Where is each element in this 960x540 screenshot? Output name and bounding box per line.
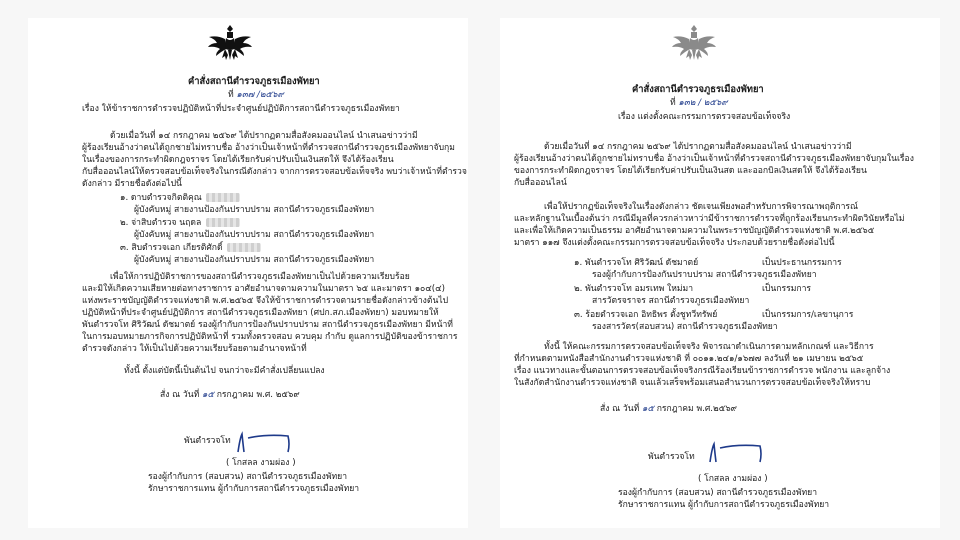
doc-subject: เรื่อง แต่งตั้งคณะกรรมการตรวจสอบข้อเท็จจริง	[618, 112, 791, 122]
list-item	[120, 193, 242, 204]
order-number-value: ๑๓๒ / ๒๕๖๙	[678, 98, 728, 108]
officer-name: ๓. สิบตำรวจเอก เกียรติศักดิ์	[120, 243, 223, 253]
body-line: ตำรวจดังกล่าว ให้เป็นไปด้วยความเรียบร้อยตามอำนาจหน้าที่	[82, 344, 307, 354]
committee-duty: เป็นประธานกรรมการ	[762, 258, 842, 268]
committee-member: ๒. พันตำรวจโท อมรเทพ ใหม่มา	[574, 284, 694, 294]
signer-name: ( โกสลล งามผ่อง )	[226, 458, 296, 468]
body-line: มาตรา ๑๑๗ จึงแต่งตั้งคณะกรรมการตรวจสอบข้อเท็จจริง ประกอบด้วยรายชื่อดังต่อไปนี้	[514, 238, 835, 248]
committee-position: รองสารวัตร(สอบสวน) สถานีตำรวจภูธรเมืองพัทยา	[592, 322, 778, 332]
body-line: ในการมอบหมายภารกิจการปฏิบัติหน้าที่ รวมทั้งตรวจสอบ ควบคุม กำกับ ดูแลการปฏิบัติของข้าราชการ	[82, 332, 458, 342]
body-line: ที่กำหนดตามหนังสือสำนักงานตำรวจแห่งชาติ ที่ ๐๐๑๑.๒๔๑/๑๖๗๗ ลงวันที่ ๒๑ เมษายน ๒๕๖๕	[514, 354, 864, 364]
body-line: ผู้ร้องเรียนอ้างว่าตนได้ถูกชายไม่ทราบชื่อ อ้างว่าเป็นเจ้าหน้าที่ตำรวจสถานีตำรวจภูธรเมืองพัทยาจับกุมในเรื่อง	[514, 154, 914, 164]
body-line: ดังกล่าว มีรายชื่อดังต่อไปนี้	[82, 179, 182, 189]
redacted-name	[227, 243, 261, 252]
signature-mark	[706, 438, 768, 468]
body-line: เรื่อง แนวทางและขั้นตอนการตรวจสอบข้อเท็จจริงกรณีร้องเรียนข้าราชการตำรวจ พนักงาน และลูกจ้าง	[514, 366, 891, 376]
order-date-label: สั่ง ณ วันที่	[160, 390, 200, 400]
body-line: ด้วยเมื่อวันที่ ๑๔ กรกฎาคม ๒๕๖๙ ได้ปรากฏตามสื่อสังคมออนไลน์ นำเสนอข่าวว่ามี	[544, 142, 852, 152]
order-date-label: สั่ง ณ วันที่	[600, 404, 640, 414]
committee-duty: เป็นกรรมการ/เลขานุการ	[762, 310, 854, 320]
signer-acting-position: รักษาราชการแทน ผู้กำกับการสถานีตำรวจภูธรเมืองพัทยา	[148, 484, 360, 494]
body-line: ด้วยเมื่อวันที่ ๑๔ กรกฎาคม ๒๕๖๙ ได้ปรากฏตามสื่อสังคมออนไลน์ นำเสนอข่าวว่ามี	[110, 131, 418, 141]
order-date	[160, 390, 300, 401]
order-month-year: กรกฎาคม พ.ศ.๒๕๖๙	[656, 404, 737, 414]
order-day: ๑๕	[201, 390, 214, 400]
body-line: ผู้ร้องเรียนอ้างว่าตนได้ถูกชายไม่ทราบชื่อ อ้างว่าเป็นเจ้าหน้าที่ตำรวจสถานีตำรวจภูธรเมืองพัทยาจับกุม	[82, 143, 455, 153]
doc-title: คำสั่งสถานีตำรวจภูธรเมืองพัทยา	[632, 84, 764, 95]
officer-role: ผู้บังคับหมู่ สายงานป้องกันปราบปราม สถานีตำรวจภูธรเมืองพัทยา	[134, 205, 375, 215]
order-date	[600, 404, 737, 415]
order-document-right	[500, 18, 940, 528]
order-number-value: ๑๓๗ /๒๕๖๙	[236, 90, 284, 100]
body-line: และหลักฐานในเบื้องต้นว่า กรณีมีมูลที่ควรกล่าวหาว่ามีข้าราชการตำรวจที่ถูกร้องเรียนกระทำผิดวินัยหรือไม่	[514, 214, 905, 224]
committee-member: ๓. ร้อยตำรวจเอก อิทธิพร ตั้งชูทวีทรัพย์	[574, 310, 718, 320]
signer-position: รองผู้กำกับการ (สอบสวน) สถานีตำรวจภูธรเมืองพัทยา	[618, 488, 818, 498]
signer-position: รองผู้กำกับการ (สอบสวน) สถานีตำรวจภูธรเมืองพัทยา	[148, 472, 348, 482]
order-day: ๑๕	[641, 404, 654, 414]
order-number-prefix: ที่	[228, 90, 234, 100]
officer-role: ผู้บังคับหมู่ สายงานป้องกันปราบปราม สถานีตำรวจภูธรเมืองพัทยา	[134, 255, 375, 265]
signer-rank: พันตำรวจโท	[648, 452, 695, 462]
body-line: ปฏิบัติหน้าที่ประจำศูนย์ปฏิบัติการ สถานีตำรวจภูธรเมืองพัทยา (ศปก.สภ.เมืองพัทยา) มอบหมายให้	[82, 308, 439, 318]
body-line: และมิให้เกิดความเสียหายต่อทางราชการ อาศัยอำนาจตามความในมาตรา ๖๕ และมาตรา ๑๐๔(๔)	[82, 284, 445, 294]
body-line: เพื่อให้การปฏิบัติราชการของสถานีตำรวจภูธรเมืองพัทยาเป็นไปด้วยความเรียบร้อย	[110, 272, 410, 282]
body-line: ในสังกัดสำนักงานตำรวจแห่งชาติ จนแล้วเสร็จพร้อมเสนอสำนวนการตรวจสอบข้อเท็จจริงให้ทราบ	[514, 378, 871, 388]
officer-name: ๑. ดาบตำรวจกิตติคุณ	[120, 193, 202, 203]
body-line: เพื่อให้ปรากฏข้อเท็จจริงในเรื่องดังกล่าว ชัดเจนเพียงพอสำหรับการพิจารณาพฤติการณ์	[544, 202, 859, 212]
list-item	[120, 218, 242, 229]
officer-role: ผู้บังคับหมู่ สายงานป้องกันปราบปราม สถานีตำรวจภูธรเมืองพัทยา	[134, 230, 375, 240]
committee-position: รองผู้กำกับการป้องกันปราบปราม สถานีตำรวจภูธรเมืองพัทยา	[592, 270, 817, 280]
redacted-name	[206, 218, 240, 227]
signer-name: ( โกสลล งามผ่อง )	[698, 474, 768, 484]
list-item	[120, 243, 263, 254]
body-line: กับสื่อออนไลน์ให้ตรวจสอบข้อเท็จจริงในกรณีดังกล่าว จากการตรวจสอบข้อเท็จจริง พบว่าเจ้าหน้าที่ตำรวจ	[82, 167, 467, 177]
body-line: แห่งพระราชบัญญัติตำรวจแห่งชาติ พ.ศ.๒๕๖๕ จึงให้ข้าราชการตำรวจตามรายชื่อดังกล่าวข้างต้นไป	[82, 296, 449, 306]
garuda-emblem-icon	[670, 22, 718, 64]
order-number	[228, 90, 284, 101]
signer-rank: พันตำรวจโท	[184, 436, 231, 446]
body-line: ทั้งนี้ ให้คณะกรรมการตรวจสอบข้อเท็จจริง พิจารณาดำเนินการตามหลักเกณฑ์ และวิธีการ	[544, 342, 874, 352]
committee-duty: เป็นกรรมการ	[762, 284, 812, 294]
order-number-prefix: ที่	[670, 98, 676, 108]
order-number	[670, 98, 728, 109]
doc-title: คำสั่งสถานีตำรวจภูธรเมืองพัทยา	[188, 76, 320, 87]
signature-mark	[234, 428, 296, 458]
signer-acting-position: รักษาราชการแทน ผู้กำกับการสถานีตำรวจภูธรเมืองพัทยา	[618, 500, 830, 510]
doc-subject: เรื่อง ให้ข้าราชการตำรวจปฏิบัติหน้าที่ประจำศูนย์ปฏิบัติการสถานีตำรวจภูธรเมืองพัทยา	[82, 104, 400, 114]
body-line: ของการกระทำผิดกฎจราจร โดยได้เรียกรับค่าปรับเป็นเงินสด และออกบิลเงินสดให้ จึงได้ร้องเรียน	[514, 166, 867, 176]
committee-position: สารวัตรจราจร สถานีตำรวจภูธรเมืองพัทยา	[592, 296, 750, 306]
garuda-emblem-icon	[206, 22, 254, 64]
effective-clause: ทั้งนี้ ตั้งแต่บัดนี้เป็นต้นไป จนกว่าจะมีคำสั่งเปลี่ยนแปลง	[124, 366, 325, 376]
officer-name: ๒. จ่าสิบตำรวจ นฤดล	[120, 218, 202, 228]
order-document-left	[28, 18, 468, 528]
redacted-name	[206, 193, 240, 202]
order-month-year: กรกฎาคม พ.ศ. ๒๕๖๙	[216, 390, 300, 400]
body-line: พันตำรวจโท ศิริวัฒน์ ดัชมาตย์ รองผู้กำกับการป้องกันปราบปราม สถานีตำรวจภูธรเมืองพัทยา มีหน้าที่	[82, 320, 453, 330]
body-line: ในเรื่องของการกระทำผิดกฎจราจร โดยได้เรียกรับค่าปรับเป็นเงินสดให้ จึงได้ร้องเรียน	[82, 155, 394, 165]
body-line: กับสื่อออนไลน์	[514, 178, 567, 188]
committee-member: ๑. พันตำรวจโท ศิริวัฒน์ ดัชมาตย์	[574, 258, 699, 268]
body-line: และเพื่อให้เกิดความเป็นธรรม อาศัยอำนาจตามความในพระราชบัญญัติตำรวจแห่งชาติ พ.ศ.๒๕๖๕	[514, 226, 875, 236]
